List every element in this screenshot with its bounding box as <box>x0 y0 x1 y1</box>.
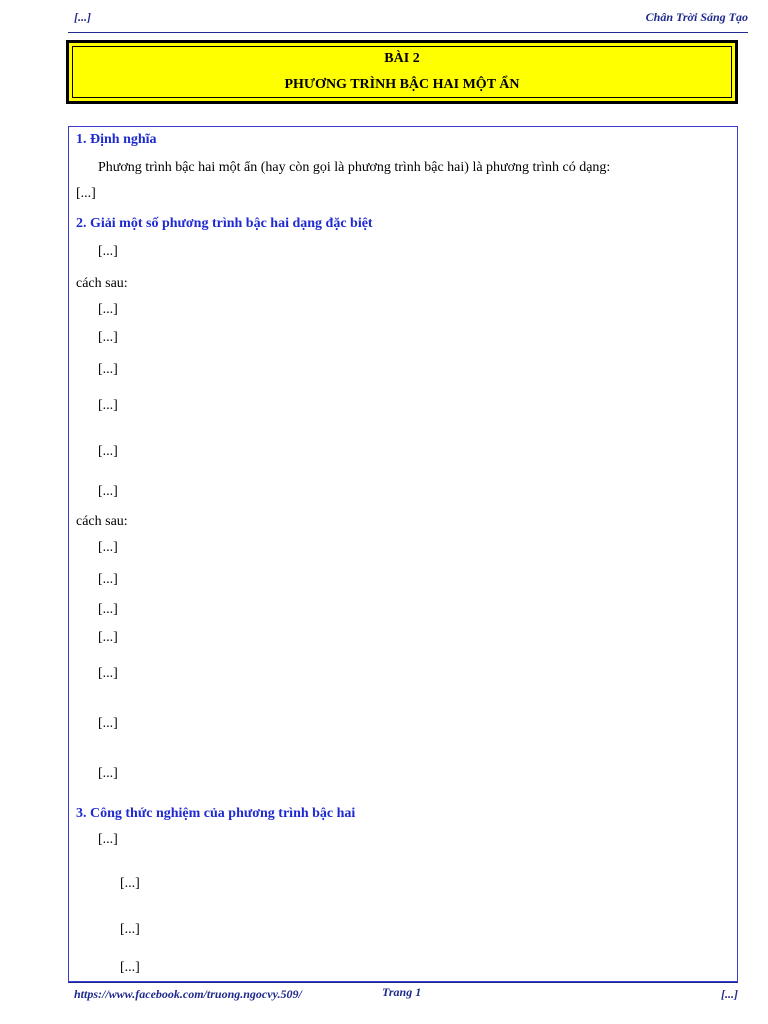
header-course-title: [...] <box>74 10 91 24</box>
equation-line: [...] <box>98 302 118 317</box>
bullet-missing-c: [...] <box>98 244 118 259</box>
section-special-cases-title: 2. Giải một số phương trình bậc hai dạng đặc biệt <box>76 216 373 231</box>
bullet-missing-c-cont: cách sau: <box>76 276 128 291</box>
definition-formula: [...] <box>76 186 96 201</box>
equation-line: [...] <box>98 666 118 681</box>
case-line: [...] <box>98 572 118 587</box>
lesson-title: PHƯƠNG TRÌNH BẬC HAI MỘT ẨN <box>284 77 520 92</box>
conclusion-line: [...] <box>98 444 118 459</box>
case-line: [...] <box>98 540 118 555</box>
content-frame <box>68 126 738 982</box>
discriminant-intro: [...] <box>98 832 118 847</box>
page-footer <box>68 982 738 1007</box>
conclusion-line: [...] <box>98 766 118 781</box>
definition-text: Phương trình bậc hai một ẩn (hay còn gọi là phương trình bậc hai) là phương trình có dạng: <box>98 160 611 175</box>
lesson-banner <box>66 40 738 104</box>
bullet-missing-b: [...] <box>98 484 118 499</box>
bullet-missing-b-cont: cách sau: <box>76 514 128 529</box>
equation-line: [...] <box>98 330 118 345</box>
header-series: Chân Trời Sáng Tạo <box>645 10 748 24</box>
case-delta-positive: [...] <box>120 876 140 891</box>
equation-line: [...] <box>98 630 118 645</box>
case-delta-zero: [...] <box>120 922 140 937</box>
page-header <box>68 6 748 33</box>
section-definition-title: 1. Định nghĩa <box>76 132 157 147</box>
equation-line: [...] <box>98 716 118 731</box>
facebook-link[interactable]: https://www.facebook.com/truong.ngocvy.509/ <box>74 987 302 1001</box>
equation-line: [...] <box>98 398 118 413</box>
page-number: Trang 1 <box>382 985 422 999</box>
section-formula-title: 3. Công thức nghiệm của phương trình bậc hai <box>76 806 356 821</box>
case-delta-negative: [...] <box>120 960 140 975</box>
author-contact: [...] <box>721 987 738 1001</box>
case-line: [...] <box>98 602 118 617</box>
lesson-number: BÀI 2 <box>384 51 420 66</box>
equation-line: [...] <box>98 362 118 377</box>
